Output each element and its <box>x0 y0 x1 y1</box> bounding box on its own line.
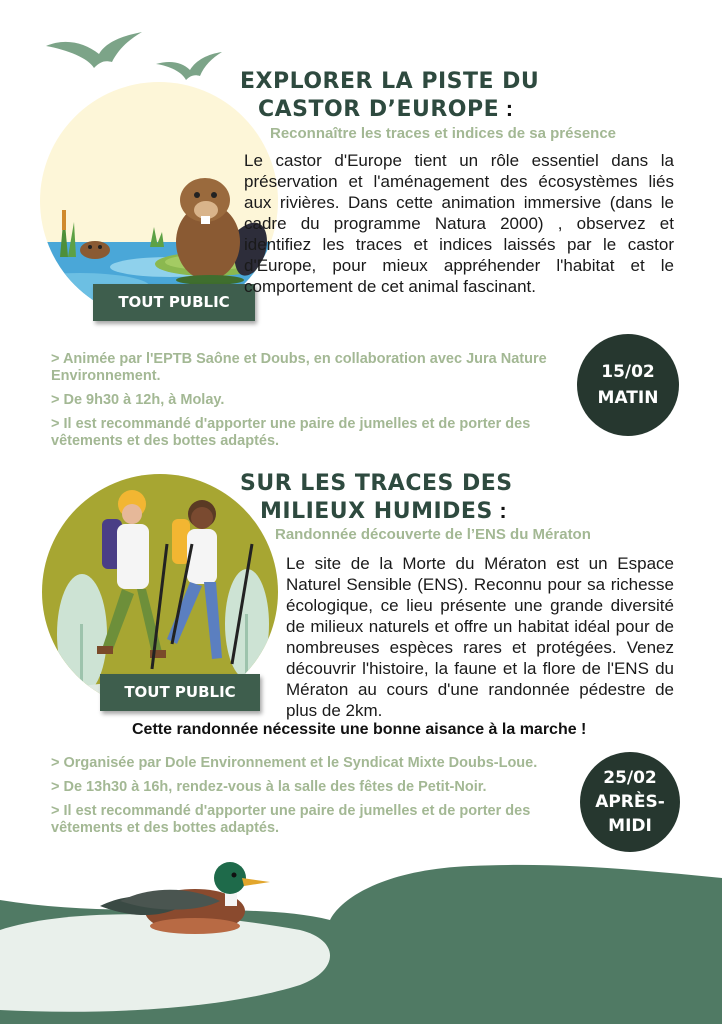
event2-period-line2: MIDI <box>608 816 652 836</box>
event2-organizer: > Organisée par Dole Environnement et le Syndicat Mixte Doubs-Loue. <box>51 755 538 771</box>
event1-period: MATIN <box>597 388 659 408</box>
audience-label: TOUT PUBLIC <box>118 293 230 311</box>
event1-title <box>240 68 539 123</box>
event2-title-line1: SUR LES TRACES DES <box>240 471 513 496</box>
event2-description <box>60 553 674 721</box>
event2-date-badge <box>580 752 680 852</box>
event2-time: > De 13h30 à 16h, rendez-vous à la salle des fêtes de Petit-Noir. <box>51 779 487 795</box>
event2-warning: Cette randonnée nécessite une bonne aisance à la marche ! <box>132 721 587 738</box>
event1-title-line2: CASTOR D’EUROPE <box>258 97 500 122</box>
event1-recommendation: > Il est recommandé d'apporter une paire de jumelles et de porter des vêtements et des bottes adaptés. <box>51 416 531 449</box>
event1-organizer: > Animée par l'EPTB Saône et Doubs, en collaboration avec Jura Nature Environnement. <box>51 351 547 384</box>
duck-illustration <box>100 856 272 940</box>
event2-period-line1: APRÈS- <box>595 792 665 812</box>
bird-icon <box>156 52 222 80</box>
event2-subtitle: Randonnée découverte de l’ENS du Mératon <box>275 526 591 543</box>
event1-date: 15/02 <box>601 362 655 382</box>
event1-subtitle: Reconnaître les traces et indices de sa présence <box>270 125 617 142</box>
audience-label: TOUT PUBLIC <box>124 683 236 701</box>
event2-recommendation: > Il est recommandé d'apporter une paire de jumelles et de porter des vêtements et des bottes adaptés. <box>51 803 531 836</box>
event2-info <box>51 755 581 844</box>
birds-illustration <box>44 28 234 83</box>
event1-title-line1: EXPLORER LA PISTE DU <box>240 69 540 94</box>
event1-description: Le castor d'Europe tient un rôle essentiel dans la préservation et l'aménagement des écosystèmes liés aux rivières. Dans cette animation immersive (dans le cadre du programme Natura 2000) , observez et identifiez les traces et indices laissés par le castor d'Europe, pour mieux appréhender l'habitat et le comportement de cet animal fascinant. <box>244 151 674 296</box>
event2-title <box>240 470 513 525</box>
event1-time: > De 9h30 à 12h, à Molay. <box>51 392 225 408</box>
event1-info <box>51 351 581 457</box>
event1-title-colon: : <box>499 96 514 121</box>
event2-description-text: Le site de la Morte du Mératon est un Espace Naturel Sensible (ENS). Reconnu pour sa richesse écologique, ce lieu présente une grande diversité de milieux naturels et offre un habitat idéal pour de nombreuses espèces rares et protégées. Venez découvrir l'histoire, la faune et la flore de l'ENS du Mératon au cours d'une randonnée pédestre de plus de 2km. <box>286 554 674 720</box>
audience-badge <box>93 284 255 321</box>
event1-date-badge <box>577 334 679 436</box>
bird-icon <box>46 32 142 68</box>
event2-title-colon: : <box>492 498 508 523</box>
event2-date: 25/02 <box>603 768 657 788</box>
event2-title-line2: MILIEUX HUMIDES <box>260 499 493 524</box>
